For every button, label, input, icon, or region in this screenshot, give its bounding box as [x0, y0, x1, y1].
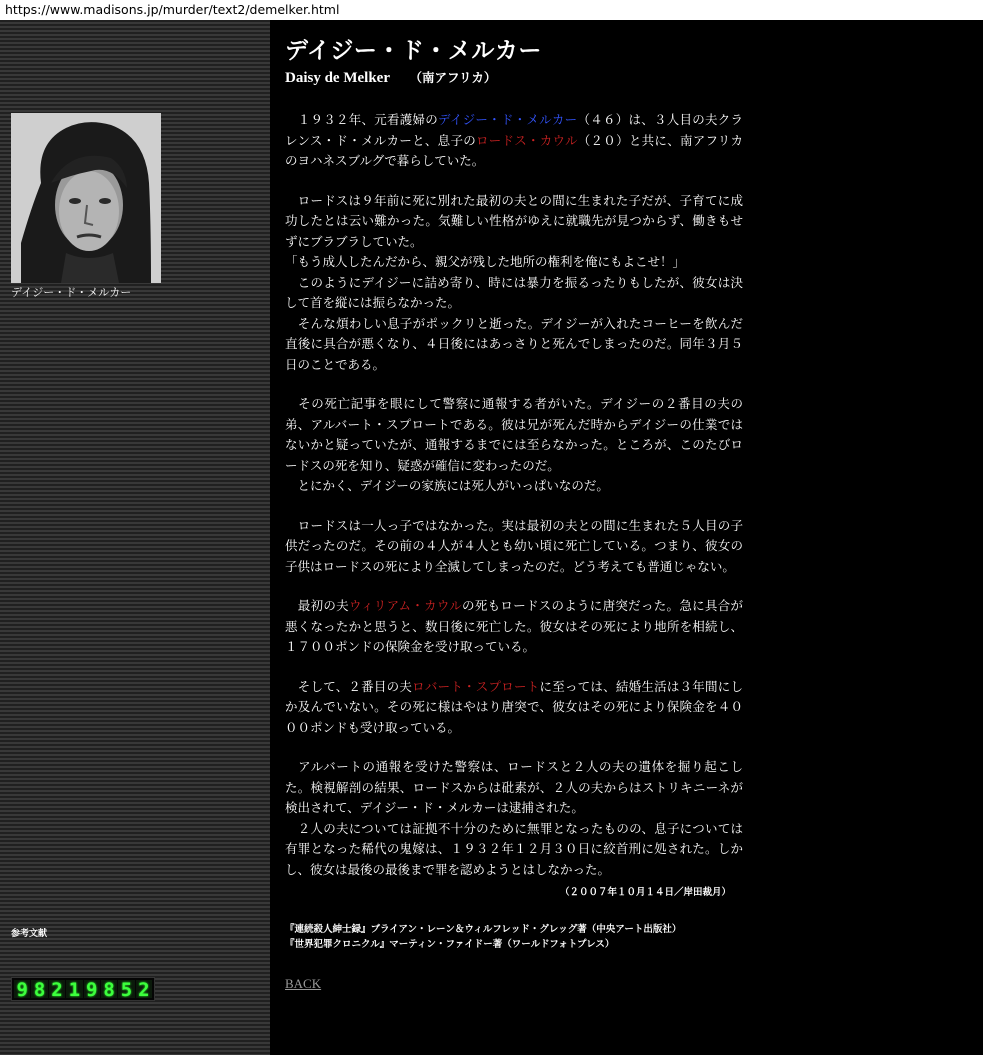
- reference-item: 『連続殺人紳士録』ブライアン・レーン＆ウィルフレッド・グレッグ著（中央アート出版社）: [285, 924, 682, 935]
- sidebar: [0, 20, 270, 1055]
- page-title: デイジー・ド・メルカー: [285, 38, 542, 64]
- article-paragraph: １９３２年、元看護婦のデイジー・ド・メルカー（４６）は、３人目の夫クラレンス・ド・メルカーと、息子のロードス・カウル（２０）と共に、南アフリカのヨハネスブルグで暮らしていた。: [285, 112, 743, 168]
- person-name: ウィリアム・カウル: [348, 598, 463, 613]
- article-paragraph: ロードスは９年前に死に別れた最初の夫との間に生まれた子だが、子育てに成功したとは云い難かった。気難しい性格がゆえに就職先が見つからず、働きもせずにブラブラしていた。 「もう成人したんだから、親父が残した地所の権利を俺にもよこせ！」 このようにデイジーに詰め寄り、時には暴力を振るったりもしたが、彼女は決して首を縦には振らなかった。 そんな煩わしい息子がポックリと逝った。デイジーが入れたコーヒーを飲んだ直後に具合が悪くなり、４日後にはあっさりと死んでしまったのだ。同年３月５日のことである。: [285, 192, 743, 372]
- person-name: ロバート・スプロート: [412, 678, 540, 694]
- article-body: [285, 110, 743, 899]
- counter-digit: 2: [49, 980, 65, 998]
- article-paragraph: そして、２番目の夫ロバート・スプロートに至っては、結婚生活は３年間にしか及んでいない。その死に様はやはり唐突で、彼女はその死により保険金を４０００ポンドも受け取っている。: [285, 678, 743, 735]
- reference-item: 『世界犯罪クロニクル』マーティン・ファイドー著（ワールドフォトプレス）: [285, 939, 615, 950]
- article-paragraph: アルバートの通報を受けた警察は、ロードスと２人の夫の遺体を掘り起こした。検視解剖の結果、ロードスからは砒素が、２人の夫からはストリキニーネが検出されて、デイジー・ド・メルカーは逮捕された。 ２人の夫については証拠不十分のために無罪となったものの、息子については有罪となった稀代の鬼嫁は、１９３２年１２月３０日に絞首刑に処された。しかし、彼女は最後の最後まで罪を認めようとはしなかった。: [285, 759, 743, 877]
- counter-digit: 2: [136, 980, 152, 998]
- person-name: ロードス・カウル: [476, 132, 578, 148]
- address-bar[interactable]: https://www.madisons.jp/murder/text2/demelker.html: [0, 0, 983, 20]
- back-link[interactable]: BACK: [285, 976, 322, 991]
- portrait-photo: [11, 113, 161, 283]
- counter-digit: 9: [14, 980, 30, 998]
- counter-digit: 8: [101, 980, 117, 998]
- subtitle: [285, 68, 496, 87]
- article-paragraph: その死亡記事を眼にして警察に通報する者がいた。デイジーの２番目の夫の弟、アルバート・スプロートである。彼は兄が死んだ時からデイジーの仕業ではないかと疑っていたが、通報するまでには至らなかった。ところが、このたびロードスの死を知り、疑惑が確信に変わったのだ。 とにかく、デイジーの家族には死人がいっぱいなのだ。: [285, 396, 743, 493]
- counter-digit: 9: [84, 980, 100, 998]
- english-name: Daisy de Melker: [285, 70, 390, 86]
- references-list: [285, 922, 681, 952]
- person-name: デイジー・ド・メルカー: [438, 112, 578, 127]
- counter-digit: 8: [31, 980, 47, 998]
- portrait-caption: デイジー・ド・メルカー: [11, 286, 132, 299]
- article-paragraph: ロードスは一人っ子ではなかった。実は最初の夫との間に生まれた５人目の子供だったのだ。その前の４人が４人とも幼い頃に死亡している。つまり、彼女の子供はロードスの死により全滅してしまったのだ。どう考えても普通じゃない。: [285, 517, 743, 574]
- signature-date: （２００７年１０月１４日／岸田裁月）: [559, 887, 731, 898]
- visitor-counter: [11, 977, 155, 1001]
- references-label: 参考文献: [11, 929, 48, 939]
- counter-digit: 5: [118, 980, 134, 998]
- country-label: （南アフリカ）: [409, 70, 497, 85]
- counter-digit: 1: [66, 980, 82, 998]
- article-paragraph: 最初の夫ウィリアム・カウルの死もロードスのように唐突だった。急に具合が悪くなったかと思うと、数日後に死亡した。彼女はその死により地所を相続し、１７００ポンドの保険金を受け取っている。: [285, 598, 743, 654]
